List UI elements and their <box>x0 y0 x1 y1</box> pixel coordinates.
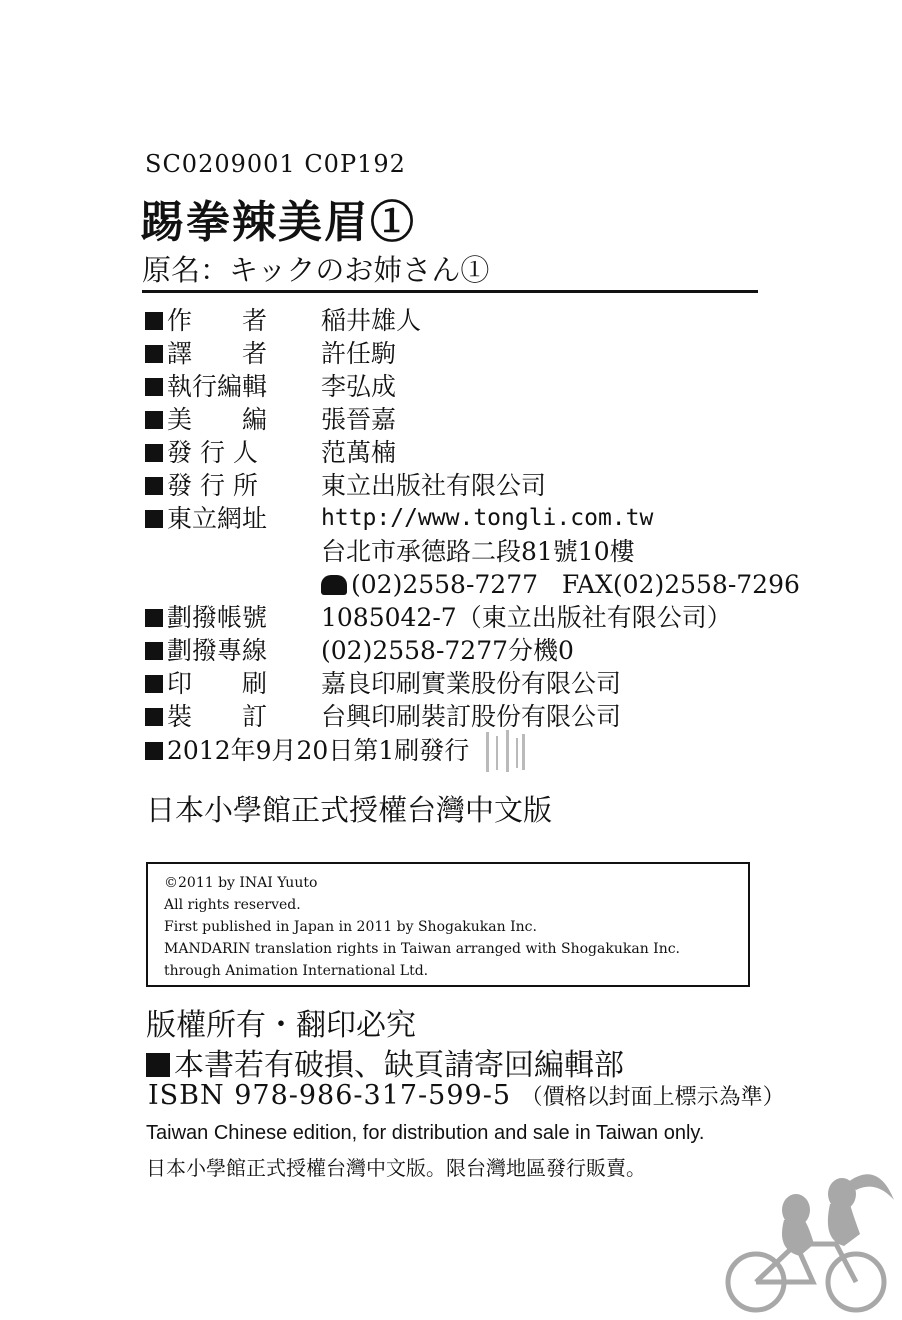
book-title: 踢拳辣美眉① <box>140 197 416 248</box>
copyright-line: through Animation International Ltd. <box>164 963 429 979</box>
bullet-square-icon <box>145 675 163 693</box>
copyright-box <box>146 862 750 987</box>
copyright-line: MANDARIN translation rights in Taiwan arranged with Shogakukan Inc. <box>164 941 681 957</box>
credit-label: 裝 訂 <box>167 702 268 731</box>
credit-value: 東立出版社有限公司 <box>321 471 547 500</box>
credit-label: 譯 者 <box>167 339 268 368</box>
credit-row-postal-hotline <box>145 634 785 667</box>
rights-reserved: 版權所有・翻印必究 <box>146 1008 416 1043</box>
edition-notice-zh: 日本小學館正式授權台灣中文版。限台灣地區發行販賣。 <box>146 1156 646 1180</box>
credit-label: 劃撥帳號 <box>167 603 268 632</box>
credit-label: 美 編 <box>167 405 268 434</box>
damage-notice-row <box>146 1040 624 1084</box>
address-row <box>145 535 785 568</box>
product-code: SC0209001 C0P192 <box>145 150 406 178</box>
credit-value: (02)2558-7277分機0 <box>321 636 574 665</box>
credits-block <box>145 304 800 769</box>
credit-label: 東立網址 <box>167 504 268 533</box>
credit-value: 李弘成 <box>321 372 397 401</box>
credit-row-publisher <box>145 436 785 469</box>
title-divider <box>142 290 758 293</box>
credit-label: 作 者 <box>167 306 268 335</box>
price-note: （價格以封面上標示為準） <box>520 1085 785 1110</box>
credit-row-website <box>145 502 785 535</box>
original-title: 原名：キックのお姉さん① <box>142 253 490 287</box>
bullet-square-icon <box>145 708 163 726</box>
credit-label: 發 行 人 <box>167 438 258 467</box>
bullet-square-icon <box>145 510 163 528</box>
bullet-square-icon <box>146 1053 170 1077</box>
credit-value: 1085042-7（東立出版社有限公司） <box>321 603 732 632</box>
bullet-square-icon <box>145 477 163 495</box>
credit-row-postal-account <box>145 601 785 634</box>
damage-notice: 本書若有破損、缺頁請寄回編輯部 <box>174 1048 624 1083</box>
bullet-square-icon <box>145 742 163 760</box>
credit-value: 張晉嘉 <box>321 405 397 434</box>
website-link[interactable]: http://www.tongli.com.tw <box>321 505 654 531</box>
credit-label: 劃撥專線 <box>167 636 268 665</box>
credit-value: 范萬楠 <box>321 438 397 467</box>
copyright-line: ©2011 by INAI Yuuto <box>164 875 318 891</box>
credit-row-editor <box>145 370 785 403</box>
isbn-number: ISBN 978-986-317-599-5 <box>148 1080 512 1111</box>
credit-row-binding <box>145 700 785 733</box>
credit-row-author <box>145 304 785 337</box>
bicycle-riders-logo-icon <box>718 1160 896 1320</box>
copyright-line: All rights reserved. <box>164 897 301 913</box>
faint-stamp-mark-icon <box>480 728 530 778</box>
edition-notice-en: Taiwan Chinese edition, for distribution and sale in Taiwan only. <box>146 1122 705 1144</box>
bullet-square-icon <box>145 444 163 462</box>
publish-date-row <box>145 733 785 769</box>
fax-number: FAX(02)2558-7296 <box>561 570 800 599</box>
publish-date: 2012年9月20日第1刷發行 <box>167 736 470 765</box>
credit-row-art-editor <box>145 403 785 436</box>
credit-row-translator <box>145 337 785 370</box>
bullet-square-icon <box>145 378 163 396</box>
contact-row <box>145 568 800 601</box>
credit-label: 印 刷 <box>167 669 268 698</box>
credit-label: 發 行 所 <box>167 471 258 500</box>
license-statement: 日本小學館正式授權台灣中文版 <box>146 793 553 827</box>
address-text: 台北市承德路二段81號10樓 <box>321 537 635 566</box>
bullet-square-icon <box>145 312 163 330</box>
credit-row-publishing-house <box>145 469 785 502</box>
bullet-square-icon <box>145 345 163 363</box>
isbn-row <box>148 1080 785 1111</box>
credit-value: 台興印刷裝訂股份有限公司 <box>321 702 622 731</box>
credit-value: 稲井雄人 <box>321 306 422 335</box>
bullet-square-icon <box>145 642 163 660</box>
bullet-square-icon <box>145 609 163 627</box>
credit-value: 嘉良印刷實業股份有限公司 <box>321 669 622 698</box>
credit-value: 許任駒 <box>321 339 397 368</box>
credit-row-printing <box>145 667 785 700</box>
phone-number: (02)2558-7277 <box>351 570 539 599</box>
telephone-icon <box>321 575 347 595</box>
bullet-square-icon <box>145 411 163 429</box>
credit-label: 執行編輯 <box>167 372 268 401</box>
copyright-line: First published in Japan in 2011 by Shogakukan Inc. <box>164 919 537 935</box>
